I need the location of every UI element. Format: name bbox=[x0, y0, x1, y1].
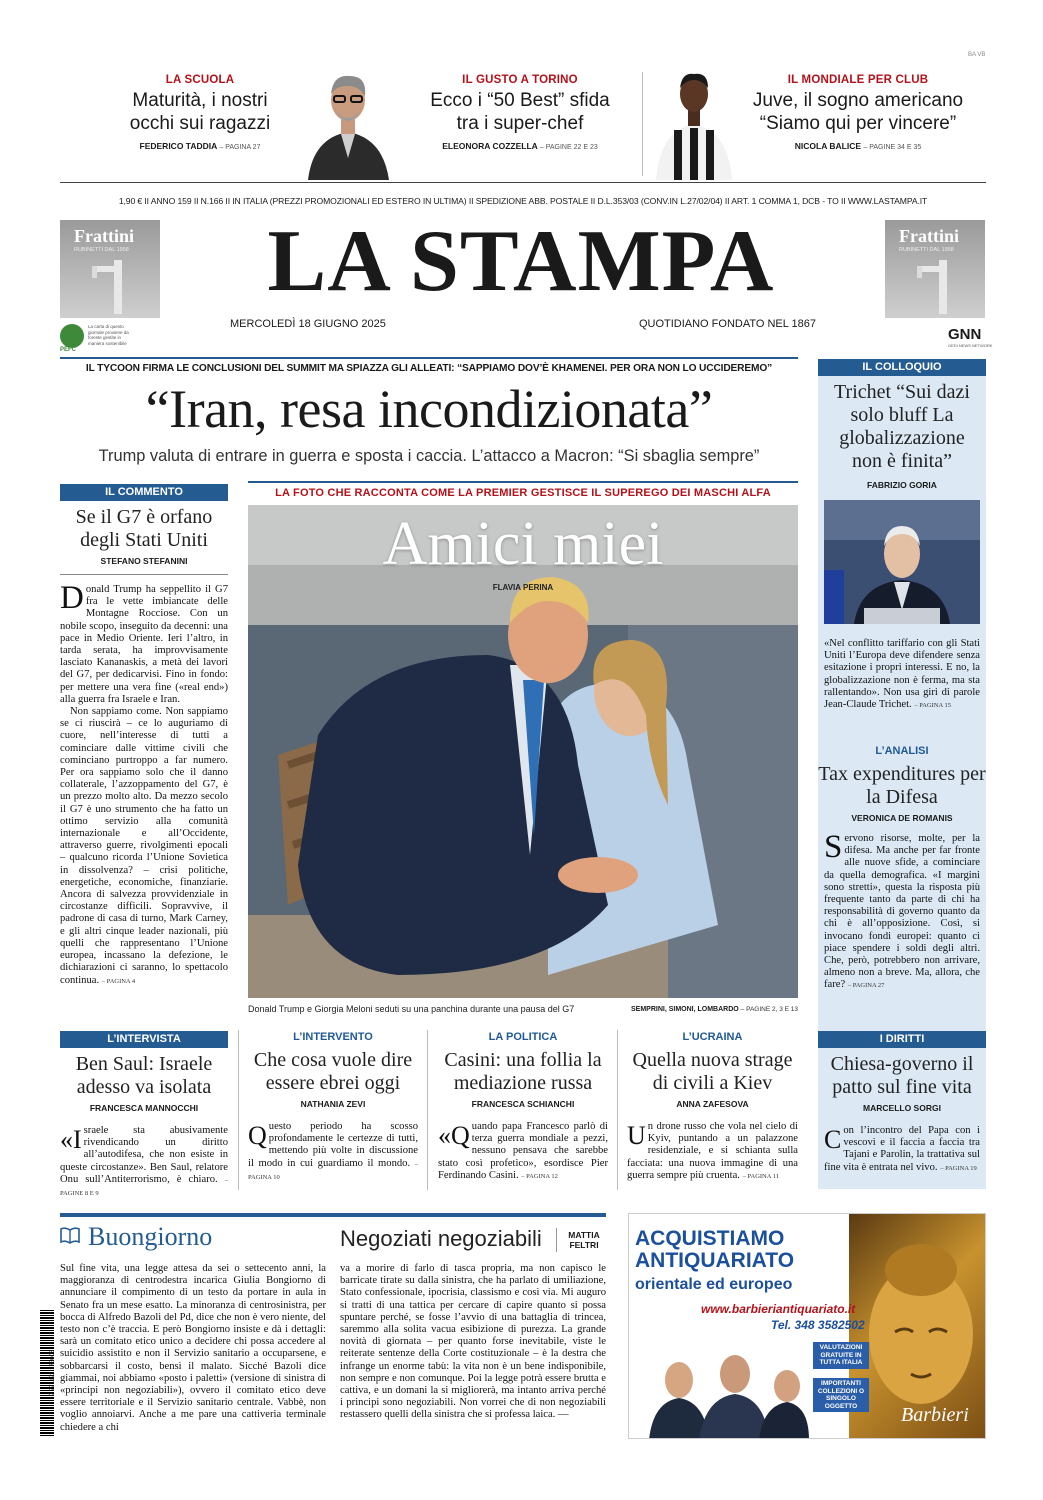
masthead-founded: QUOTIDIANO FONDATO NEL 1867 bbox=[638, 318, 816, 330]
diritti[interactable] bbox=[818, 1031, 986, 1175]
ad-url[interactable]: www.barbieriantiquariato.it bbox=[701, 1302, 856, 1316]
teaser-byline: FEDERICO TADDIA – PAGINA 27 bbox=[139, 141, 261, 151]
intervista[interactable] bbox=[60, 1031, 228, 1200]
commento-author: STEFANO STEFANINI bbox=[100, 556, 188, 566]
colloquio-headline: Trichet “Sui dazi solo bluff La globalizzazione non è finita” bbox=[834, 381, 970, 472]
info-line: 1,90 € II ANNO 159 II N.166 II IN ITALIA (PREZZI PROMOZIONALI ED ESTERO IN ULTIMA) II SPEDIZIONE ABB. POSTALE II D.L.353/03 (CONV.IN L.27/02/04) II ART. 1 COMMA 1, DCB - TO II WWW.LASTAMPA.IT bbox=[118, 196, 928, 206]
pefc-logo-icon bbox=[60, 324, 84, 348]
pefc-label: PEFC bbox=[60, 347, 77, 353]
teaser-headline: Ecco i “50 Best” sfida tra i super-chef bbox=[430, 90, 610, 134]
gnn-logo: GNN bbox=[948, 326, 982, 343]
teaser-kicker: IL GUSTO A TORINO bbox=[462, 74, 578, 86]
masthead-date: MERCOLEDÌ 18 GIUGNO 2025 bbox=[230, 318, 386, 330]
section-label: IL COLLOQUIO bbox=[818, 359, 986, 376]
section-label: L’ANALISI bbox=[875, 745, 929, 757]
section-label: IL COMMENTO bbox=[60, 484, 228, 501]
analisi-body: Servono risorse, molte, per la difesa. Ma anche per far fronte alle nuove sfide, a cominciare da quella demografica. «I margini sono stretti», questa la risposta più frequente tanto da parte di chi ha responsabilità di governo quanto da chi è all’opposizione. Così, si invocano fondi europei: quanto ci piace spendere i soldi degli altri. Che, però, potrebbero non arrivare, almeno non a breve. Ma, allora, che fare? – PAGINA 27 bbox=[824, 829, 980, 991]
colloquio-author: FABRIZIO GORIA bbox=[867, 480, 937, 490]
main-photo[interactable] bbox=[248, 505, 798, 998]
ad-brand: Frattini bbox=[74, 226, 134, 246]
teaser-photo-chef bbox=[303, 68, 393, 180]
photo-caption: Donald Trump e Giorgia Meloni seduti su una panchina durante una pausa del G7 bbox=[248, 1004, 575, 1014]
divider bbox=[427, 1030, 428, 1190]
section-label: LA POLITICA bbox=[488, 1031, 558, 1043]
divider bbox=[238, 1030, 239, 1190]
buongiorno-rule bbox=[60, 1213, 606, 1217]
ad-box2: IMPORTANTI COLLEZIONI O SINGOLO OGGETTO bbox=[813, 1378, 869, 1412]
teaser-strip bbox=[60, 68, 986, 180]
photo-overline: LA FOTO CHE RACCONTA COME LA PREMIER GESTISCE IL SUPEREGO DEI MASCHI ALFA bbox=[275, 487, 771, 499]
section-label: L’UCRAINA bbox=[682, 1031, 743, 1043]
teaser-kicker: LA SCUOLA bbox=[165, 74, 235, 86]
ear-ad-left[interactable] bbox=[60, 220, 160, 318]
teaser-byline: ELEONORA COZZELLA – PAGINE 22 E 23 bbox=[442, 141, 598, 151]
section-label: L’INTERVISTA bbox=[60, 1031, 228, 1048]
lead-overline: IL TYCOON FIRMA LE CONCLUSIONI DEL SUMMIT MA SPIAZZA GLI ALLEATI: “SAPPIAMO DOV’È KHAMENEI. PER ORA NON LO UCCIDEREMO” bbox=[85, 363, 773, 374]
ad-line3: orientale ed europeo bbox=[635, 1276, 793, 1293]
corner-code: BA VB bbox=[968, 52, 986, 58]
commento-body: Donald Trump ha seppellito il G7 fra le vette imbiancate delle Montagne Rocciose. Con un nobile scopo, inseguito da decenni: una pace in Medio Oriente. Ieri l’altro, in tarda serata, ha improvvisamente lasciato Kananaskis, a metà dei lavori del G7, per dedicarvisi. Fino in fondo: per mettere una vera fine («real end») alla guerra fra Israele e Iran. Non sappiamo come. Non sappiamo se ci riuscirà – ce lo auguriamo di cuore, nell’interesse di tutti a cominciare dalle vittime civili che cominciano purtroppo a far numero. Per ora sappiamo solo che il danno collaterale, l’azzoppamento del G7, è un prezzo molto alto. Da mezzo secolo il G7 è uno strumento che ha fatto un ottimo servizio alla comunità internazionale e all’Occidente, attraverso guerre, rivolgimenti epocali – qualcuno ricorda l’Unione Sovietica in dissolvenza? – crisi politiche, energetiche, economiche, finanziarie. Ancora di salvezza provvidenziale in circostanze difficili. Sopravvive, il padrone di casa di turno, Mark Carney, e gli altri cinque leader nazionali, più quelli che rappresentano l’Unione europea, incassano la defezione, le dichiarazioni ci saranno, lo spettacolo continua. – PAGINA 4 bbox=[60, 584, 228, 986]
commento-headline: Se il G7 è orfano degli Stati Uniti bbox=[75, 506, 213, 551]
story-headline: Che cosa vuole dire essere ebrei oggi bbox=[253, 1049, 413, 1094]
buongiorno-col1: Sul fine vita, una legge attesa da sei o settecento anni, la maggioranza di centrodestra incarica Giulia Bongiorno di annunciare il compimento di un testo da portare in aula in Senato fra un mese esatto. La minoranza di centrosinistra, per bocca di Alfredo Bazoli del Pd, dice che non è vero niente, del testo non c’è traccia. E però Bongiorno insiste e dà i dettagli: sarà un comitato etico unico a decidere chi possa accedere al suicidio assistito e non il Servizio sanitario a occuparsene, e sobbarcarsi il costo, bensì il malato. Sicché Bazoli dice giammai, noi abbiamo «posto i paletti» (versione di sinistra di «principi non negoziabili»), ovvero il comitato etico deve essere territoriale e il Servizio sanitario centrale. Vabbè, non voglio annoiarvi. Anche a me pare una cattiveria terminale chiedere a chi bbox=[60, 1263, 326, 1433]
lead-subhead: Trump valuta di entrare in guerra e sposta i caccia. L’attacco a Macron: “Si sbaglia sempre” bbox=[98, 447, 760, 465]
divider bbox=[556, 1228, 557, 1252]
analisi[interactable] bbox=[818, 745, 986, 993]
story-author: NATHANIA ZEVI bbox=[300, 1099, 366, 1109]
divider bbox=[60, 574, 228, 575]
story-body: Con l’incontro del Papa con i vescovi e il faccia a faccia tra Tajani e Parolin, la trattativa sul fine vita è entrata nel vivo. – PAGINA 19 bbox=[824, 1125, 980, 1173]
teaser-photo-player bbox=[652, 68, 736, 180]
ad-tel[interactable]: Tel. 348 3582502 bbox=[771, 1318, 865, 1332]
story-author: FRANCESCA SCHIANCHI bbox=[471, 1099, 575, 1109]
teaser-mondiale[interactable] bbox=[740, 74, 976, 151]
photo-trichet bbox=[824, 500, 980, 624]
colloquio-quote: «Nel conflitto tariffario con gli Stati Uniti l’Europa deve difendere senza esitazione i propri interessi. E no, la globalizzazione non è ferma, ma sta rallentando». Non usa giri di parole Jean-Claude Trichet. – PAGINA 15 bbox=[824, 638, 980, 711]
buongiorno-title: Buongiorno bbox=[88, 1222, 213, 1251]
teaser-headline: Juve, il sogno americano “Siamo qui per vincere” bbox=[752, 90, 964, 134]
buongiorno-headline[interactable]: Negoziati negoziabili bbox=[340, 1226, 542, 1251]
photo-headline: Amici miei bbox=[382, 510, 664, 578]
story-author: ANNA ZAFESOVA bbox=[676, 1099, 749, 1109]
story-body: Questo periodo ha scosso profondamente le certezze di tutti, mettendo più volte in discussione il modo in cui guardiamo il mondo. – PAGINA 10 bbox=[248, 1121, 419, 1181]
barcode-number: 9 771122 176003 bbox=[50, 1349, 56, 1397]
commento[interactable] bbox=[60, 484, 228, 1024]
teaser-byline: NICOLA BALICE – PAGINE 34 E 35 bbox=[794, 141, 922, 151]
story-headline: Chiesa-governo il patto sul fine vita bbox=[830, 1053, 974, 1098]
teaser-divider bbox=[642, 72, 643, 176]
photo-rule bbox=[248, 481, 798, 483]
book-icon bbox=[60, 1226, 80, 1244]
lead-rule bbox=[60, 357, 798, 359]
section-label: L’INTERVENTO bbox=[293, 1031, 373, 1043]
faucet-icon bbox=[915, 256, 959, 316]
ad-brand: Frattini bbox=[899, 226, 959, 246]
buongiorno-author: MATTIA FELTRI bbox=[568, 1230, 600, 1250]
ad-sub: RUBINETTI DAL 1958 bbox=[74, 247, 129, 253]
lead-headline[interactable]: “Iran, resa incondizionata” bbox=[145, 379, 713, 439]
story-body: Un drone russo che vola nel cielo di Kyiv, puntando a un palazzone residenziale, e si schianta sulla facciata: una nuova immagine di una guerra sempre più cruenta. – PAGINA 11 bbox=[627, 1121, 798, 1181]
pefc-note: La carta di questo giornale proviene da foreste gestite in maniera sostenibile bbox=[88, 324, 129, 346]
ear-ad-right[interactable] bbox=[885, 220, 985, 318]
teaser-headline: Maturità, i nostri occhi sui ragazzi bbox=[129, 90, 271, 134]
ad-line1: ACQUISTIAMO bbox=[635, 1227, 785, 1250]
colloquio[interactable] bbox=[818, 359, 986, 712]
ad-sub: RUBINETTI DAL 1958 bbox=[899, 247, 954, 253]
buongiorno-col2: va a morire di farlo di tasca propria, ma non capisco le barricate tirate su dalla sinistra, che ha parlato di umiliazione, Stato confessionale, ipocrisia, classismo e così via. Mi auguro si tratti di una tattica per cercare di capire quanto si possa spuntare perché, se fosse l’avvio di una battaglia di trincea, saremmo alla solita vacua esibizione di purezza. La grande novità di giornata – per quanto forse inevitabile, viste le reiterate sentenze della Corte costituzionale – è la destra che infrange un enorme tabù: la vita non è un bene indisponibile, non sempre e non comunque. Poi la legge potrà essere brutta e cattiva, e un domani la si migliorerà, ma intanto arriva perché i principi sono negoziabili. Non vorrei che di non negoziabili restassero quelli della sinistra che si professa laica. — bbox=[340, 1263, 606, 1421]
story-headline: Casini: una follia la mediazione russa bbox=[444, 1049, 602, 1094]
politica[interactable] bbox=[438, 1031, 608, 1183]
ad-box1: VALUTAZIONI GRATUITE IN TUTTA ITALIA bbox=[813, 1342, 869, 1369]
intervento[interactable] bbox=[248, 1031, 418, 1184]
faucet-icon bbox=[90, 256, 134, 316]
ad-brand-logo: Barbieri bbox=[901, 1404, 969, 1426]
ad-people bbox=[649, 1342, 809, 1439]
section-label: I DIRITTI bbox=[818, 1031, 986, 1048]
ucraina[interactable] bbox=[627, 1031, 798, 1183]
story-author: MARCELLO SORGI bbox=[863, 1103, 941, 1113]
antiques-ad[interactable] bbox=[628, 1213, 986, 1439]
gnn-sub: GEDI NEWS NETWORK bbox=[948, 343, 993, 348]
masthead-title[interactable]: LA STAMPA bbox=[267, 213, 775, 310]
story-body: «Quando papa Francesco parlò di terza guerra mondiale a pezzi, nessuno pensava che sarebbe stato così profetico», esordisce Pier Ferdinando Casini. – PAGINA 12 bbox=[438, 1121, 608, 1181]
divider bbox=[617, 1030, 618, 1190]
teaser-scuola[interactable] bbox=[90, 74, 310, 151]
ad-line2: ANTIQUARIATO bbox=[635, 1249, 795, 1272]
story-body: «Israele sta abusivamente rivendicando un diritto all’autodifesa, che non esiste in queste circostanze». Ben Saul, relatore Onu sull’Antiterrorismo, è chiaro. – PAGINE 8 E 9 bbox=[60, 1125, 228, 1198]
teaser-gusto[interactable] bbox=[400, 74, 640, 151]
story-author: FRANCESCA MANNOCCHI bbox=[89, 1103, 199, 1113]
teaser-kicker: IL MONDIALE PER CLUB bbox=[787, 74, 929, 86]
analisi-headline: Tax expenditures per la Difesa bbox=[818, 763, 986, 808]
analisi-author: VERONICA DE ROMANIS bbox=[851, 813, 953, 823]
top-rule bbox=[60, 182, 986, 183]
photo-author: FLAVIA PERINA bbox=[492, 583, 554, 592]
story-headline: Ben Saul: Israele adesso va isolata bbox=[75, 1053, 213, 1098]
photo-credits: SEMPRINI, SIMONI, LOMBARDO – PAGINE 2, 3 E 13 bbox=[630, 1006, 798, 1013]
story-headline: Quella nuova strage di civili a Kiev bbox=[632, 1049, 793, 1094]
